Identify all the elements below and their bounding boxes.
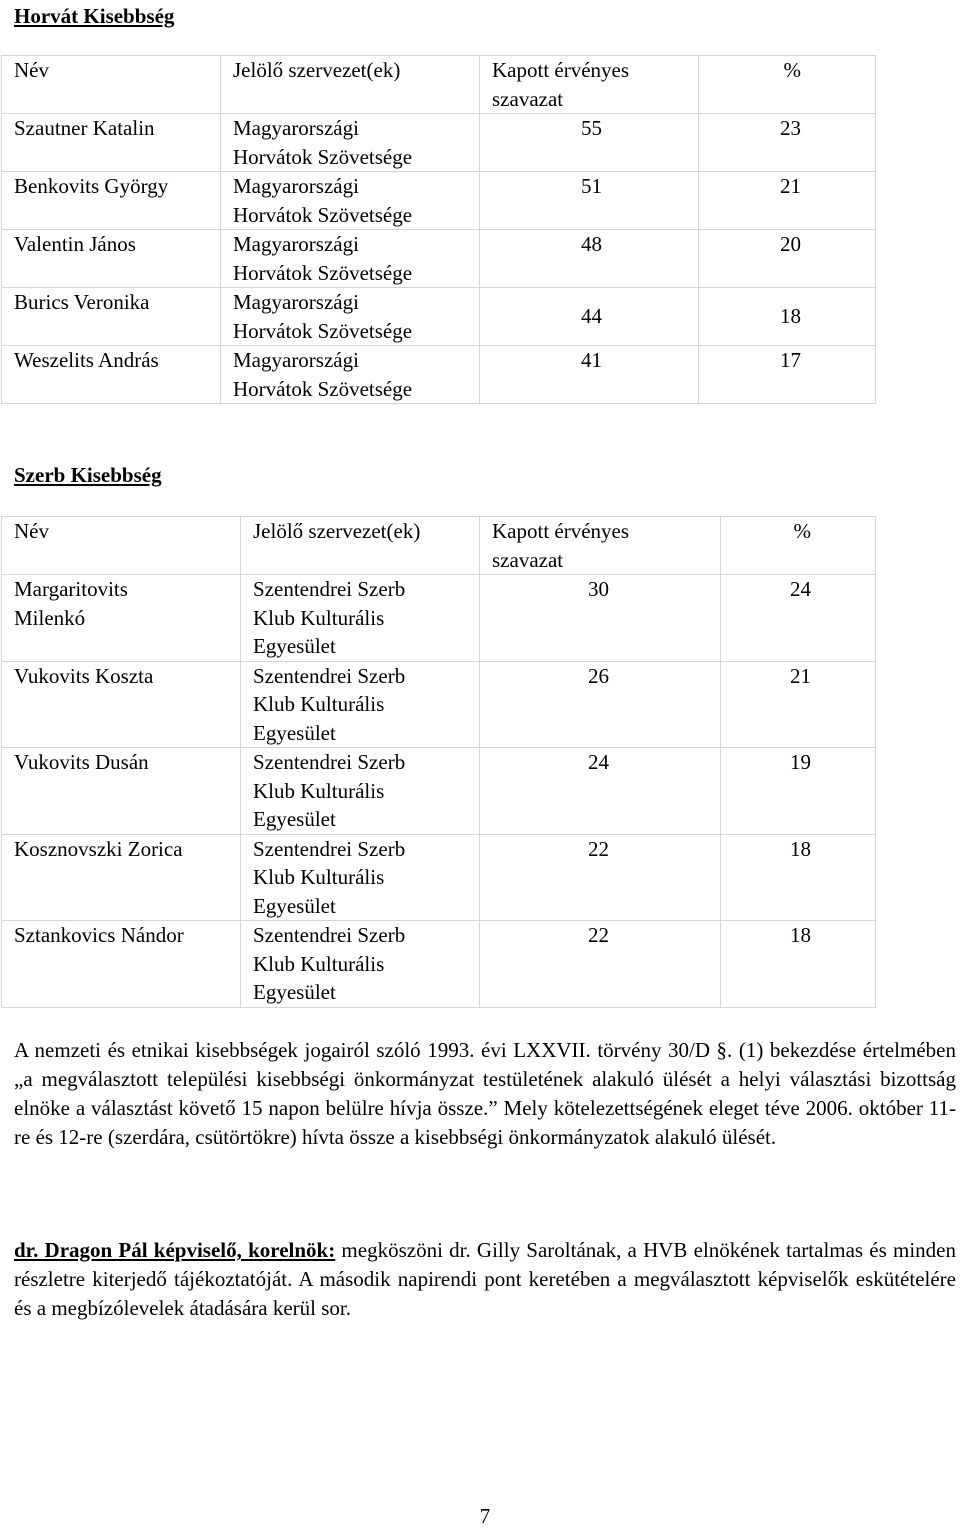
table-row [2, 834, 876, 921]
speaker-paragraph [14, 1236, 956, 1323]
candidate-org: Magyarországi Horvátok Szövetsége [221, 114, 480, 172]
candidate-org: Magyarországi Horvátok Szövetsége [221, 172, 480, 230]
vote-count: 44 [480, 288, 699, 346]
vote-percent: 17 [699, 346, 876, 404]
candidate-org: Magyarországi Horvátok Szövetsége [221, 230, 480, 288]
table-header-row [2, 56, 876, 114]
serbian-heading: Szerb Kisebbség [14, 463, 162, 487]
vote-count: 51 [480, 172, 699, 230]
vote-percent: 21 [699, 172, 876, 230]
candidate-org: Szentendrei Szerb Klub Kulturális Egyesület [241, 575, 480, 662]
vote-percent: 20 [699, 230, 876, 288]
table-header-row [2, 517, 876, 575]
vote-percent: 23 [699, 114, 876, 172]
candidate-name: Weszelits András [2, 346, 221, 404]
header-name: Név [2, 56, 221, 114]
candidate-org: Szentendrei Szerb Klub Kulturális Egyesület [241, 921, 480, 1008]
croatian-heading: Horvát Kisebbség [14, 4, 175, 28]
table-row [2, 346, 876, 404]
table-row [2, 172, 876, 230]
candidate-name: Valentin János [2, 230, 221, 288]
candidate-name: Kosznovszki Zorica [2, 834, 241, 921]
vote-count: 41 [480, 346, 699, 404]
candidate-org: Szentendrei Szerb Klub Kulturális Egyesület [241, 748, 480, 835]
table-row [2, 230, 876, 288]
candidate-name: Vukovits Koszta [2, 661, 241, 748]
vote-count: 24 [480, 748, 721, 835]
speaker-name: dr. Dragon Pál képviselő, korelnök: [14, 1238, 336, 1262]
candidate-name: Burics Veronika [2, 288, 221, 346]
vote-percent: 18 [721, 834, 876, 921]
vote-count: 22 [480, 921, 721, 1008]
candidate-org: Szentendrei Szerb Klub Kulturális Egyesület [241, 834, 480, 921]
header-votes: Kapott érvényes szavazat [480, 517, 721, 575]
law-paragraph: A nemzeti és etnikai kisebbségek jogairól szóló 1993. évi LXXVII. törvény 30/D §. (1) bekezdése értelmében „a megválasztott települési kisebbségi önkormányzat testületének alakuló ülését a helyi választási bizottság elnöke a választást követő 15 napon belülre hívja össze.” Mely kötelezettségének eleget téve 2006. október 11-re és 12-re (szerdára, csütörtökre) hívta össze a kisebbségi önkormányzatok alakuló ülését. [14, 1038, 956, 1149]
candidate-org: Szentendrei Szerb Klub Kulturális Egyesület [241, 661, 480, 748]
candidate-name: Vukovits Dusán [2, 748, 241, 835]
candidate-org: Magyarországi Horvátok Szövetsége [221, 346, 480, 404]
candidate-org: Magyarországi Horvátok Szövetsége [221, 288, 480, 346]
header-org: Jelölő szervezet(ek) [241, 517, 480, 575]
table-row [2, 748, 876, 835]
table-row [2, 921, 876, 1008]
header-pct: % [699, 56, 876, 114]
vote-count: 48 [480, 230, 699, 288]
vote-count: 22 [480, 834, 721, 921]
candidate-name: Margaritovits Milenkó [2, 575, 241, 662]
header-pct: % [721, 517, 876, 575]
candidate-name: Sztankovics Nándor [2, 921, 241, 1008]
vote-count: 26 [480, 661, 721, 748]
page-number: 7 [479, 1504, 491, 1528]
vote-percent: 19 [721, 748, 876, 835]
header-name: Név [2, 517, 241, 575]
vote-percent: 18 [721, 921, 876, 1008]
serbian-results-table [1, 516, 876, 1008]
vote-count: 55 [480, 114, 699, 172]
candidate-name: Benkovits György [2, 172, 221, 230]
table-row [2, 575, 876, 662]
candidate-name: Szautner Katalin [2, 114, 221, 172]
header-votes: Kapott érvényes szavazat [480, 56, 699, 114]
vote-percent: 24 [721, 575, 876, 662]
vote-percent: 21 [721, 661, 876, 748]
vote-percent: 18 [699, 288, 876, 346]
speaker-text: megköszöni dr. Gilly Saroltának, a HVB elnökének tartalmas és minden részletre kiterjedő tájékoztatóját. A második napirendi pont keretében a megválasztott képviselők eskütételére és a megbízólevelek átadására kerül sor. [14, 1238, 957, 1320]
table-row [2, 661, 876, 748]
header-org: Jelölő szervezet(ek) [221, 56, 480, 114]
vote-count: 30 [480, 575, 721, 662]
table-row [2, 288, 876, 346]
croatian-results-table [1, 55, 876, 404]
table-row [2, 114, 876, 172]
